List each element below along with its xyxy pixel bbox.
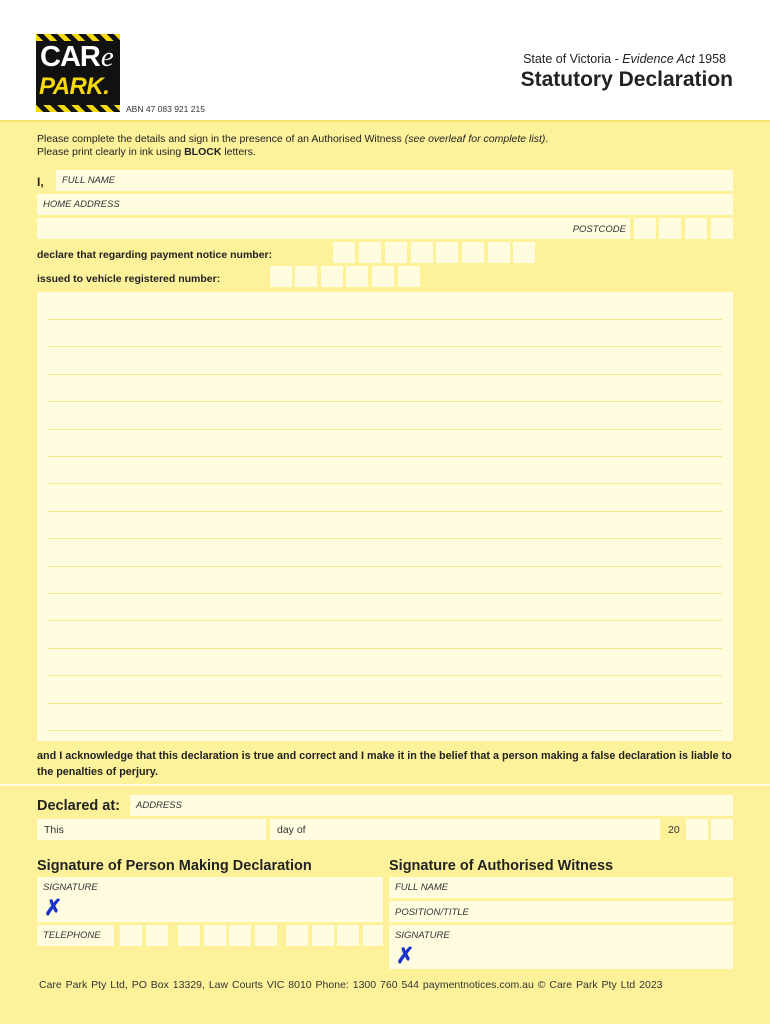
person-signature-heading: Signature of Person Making Declaration — [37, 858, 312, 874]
writing-line — [48, 511, 722, 512]
telephone-digit-box[interactable] — [204, 925, 226, 946]
instruction-line-1: Please complete the details and sign in the presence of an Authorised Witness (see overleaf for complete list). — [37, 133, 549, 145]
payment-notice-digit-box[interactable] — [436, 242, 458, 263]
telephone-label: TELEPHONE — [43, 930, 101, 941]
vehicle-registration-char-box[interactable] — [398, 266, 420, 287]
day-of-month-field[interactable] — [270, 819, 660, 840]
telephone-digit-box[interactable] — [312, 925, 334, 946]
postcode-label: POSTCODE — [572, 224, 626, 235]
vehicle-registration-char-box[interactable] — [321, 266, 343, 287]
i-label: I, — [37, 175, 44, 189]
year-prefix-label: 20 — [668, 824, 680, 836]
vehicle-registration-char-box[interactable] — [295, 266, 317, 287]
logo-park-text: PARK. — [39, 73, 110, 100]
abn-number: ABN 47 083 921 215 — [126, 104, 205, 114]
vehicle-registration-char-box[interactable] — [346, 266, 368, 287]
year-digit-box[interactable] — [686, 819, 708, 840]
writing-line — [48, 675, 722, 676]
writing-line — [48, 620, 722, 621]
logo-hazard-stripe — [36, 34, 120, 41]
home-address-label: HOME ADDRESS — [43, 199, 120, 210]
full-name-field[interactable] — [56, 170, 733, 191]
home-address-line-2-field[interactable] — [37, 218, 630, 239]
telephone-digit-box[interactable] — [363, 925, 383, 946]
year-digit-box[interactable] — [711, 819, 733, 840]
telephone-label-cell — [37, 925, 114, 946]
vehicle-registration-label: issued to vehicle registered number: — [37, 273, 221, 285]
logo-hazard-stripe — [36, 105, 120, 112]
sign-here-x-mark: ✗ — [44, 895, 63, 920]
postcode-digit-box[interactable] — [659, 218, 681, 239]
postcode-digit-box[interactable] — [685, 218, 707, 239]
header — [0, 0, 770, 122]
writing-line — [48, 566, 722, 567]
payment-notice-digit-box[interactable] — [385, 242, 407, 263]
telephone-digit-box[interactable] — [286, 925, 308, 946]
state-act-line: State of Victoria - Evidence Act 1958 — [523, 52, 726, 66]
footer-contact: Care Park Pty Ltd, PO Box 13329, Law Courts VIC 8010 Phone: 1300 760 544 paymentnotices.com.au © Care Park Pty Ltd 2023 — [39, 979, 663, 991]
writing-line — [48, 319, 722, 320]
year-prefix-cell — [663, 819, 685, 840]
witness-signature-label: SIGNATURE — [395, 930, 450, 941]
declared-at-label: Declared at: — [37, 798, 121, 814]
logo-care-text: CARe — [40, 41, 113, 73]
telephone-digit-box[interactable] — [337, 925, 359, 946]
writing-line — [48, 401, 722, 402]
sign-here-x-mark: ✗ — [396, 943, 415, 968]
postcode-digit-box[interactable] — [711, 218, 733, 239]
telephone-digit-box[interactable] — [120, 925, 142, 946]
full-name-label: FULL NAME — [62, 175, 116, 186]
vehicle-registration-char-box[interactable] — [270, 266, 292, 287]
payment-notice-digit-box[interactable] — [359, 242, 381, 263]
witness-full-name-label: FULL NAME — [395, 882, 449, 893]
telephone-digit-box[interactable] — [146, 925, 168, 946]
day-of-label: day of — [277, 824, 306, 836]
this-day-field[interactable] — [37, 819, 266, 840]
person-signature-field[interactable] — [37, 877, 383, 922]
payment-notice-digit-box[interactable] — [333, 242, 355, 263]
perjury-acknowledgement: and I acknowledge that this declaration is true and correct and I make it in the belief that a person making a false declaration is liable to the penalties of perjury. — [37, 750, 732, 778]
witness-position-field[interactable] — [389, 901, 733, 922]
signature-label: SIGNATURE — [43, 882, 98, 893]
writing-line — [48, 703, 722, 704]
postcode-digit-box[interactable] — [634, 218, 656, 239]
writing-line — [48, 538, 722, 539]
telephone-digit-box[interactable] — [229, 925, 251, 946]
writing-line — [48, 648, 722, 649]
witness-signature-field[interactable] — [389, 925, 733, 969]
telephone-digit-box[interactable] — [178, 925, 200, 946]
home-address-field[interactable] — [37, 194, 733, 215]
writing-line — [48, 593, 722, 594]
writing-line — [48, 346, 722, 347]
witness-signature-heading: Signature of Authorised Witness — [389, 858, 614, 874]
vehicle-registration-char-box[interactable] — [372, 266, 394, 287]
writing-line — [48, 483, 722, 484]
address-label: ADDRESS — [136, 800, 182, 811]
payment-notice-digit-box[interactable] — [462, 242, 484, 263]
witness-position-label: POSITION/TITLE — [395, 907, 469, 918]
instruction-line-2: Please print clearly in ink using BLOCK letters. — [37, 146, 256, 158]
payment-notice-digit-box[interactable] — [488, 242, 510, 263]
this-label: This — [44, 824, 64, 836]
witness-full-name-field[interactable] — [389, 877, 733, 898]
writing-line — [48, 374, 722, 375]
writing-line — [48, 429, 722, 430]
declared-address-field[interactable] — [130, 795, 733, 816]
telephone-digit-box[interactable] — [255, 925, 277, 946]
page-title: Statutory Declaration — [520, 68, 733, 91]
payment-notice-label: declare that regarding payment notice number: — [37, 249, 273, 261]
writing-line — [48, 456, 722, 457]
section-divider — [0, 784, 770, 786]
writing-line — [48, 730, 722, 731]
payment-notice-digit-box[interactable] — [411, 242, 433, 263]
declaration-text-area[interactable] — [37, 292, 733, 741]
payment-notice-digit-box[interactable] — [513, 242, 535, 263]
care-park-logo — [36, 34, 120, 112]
